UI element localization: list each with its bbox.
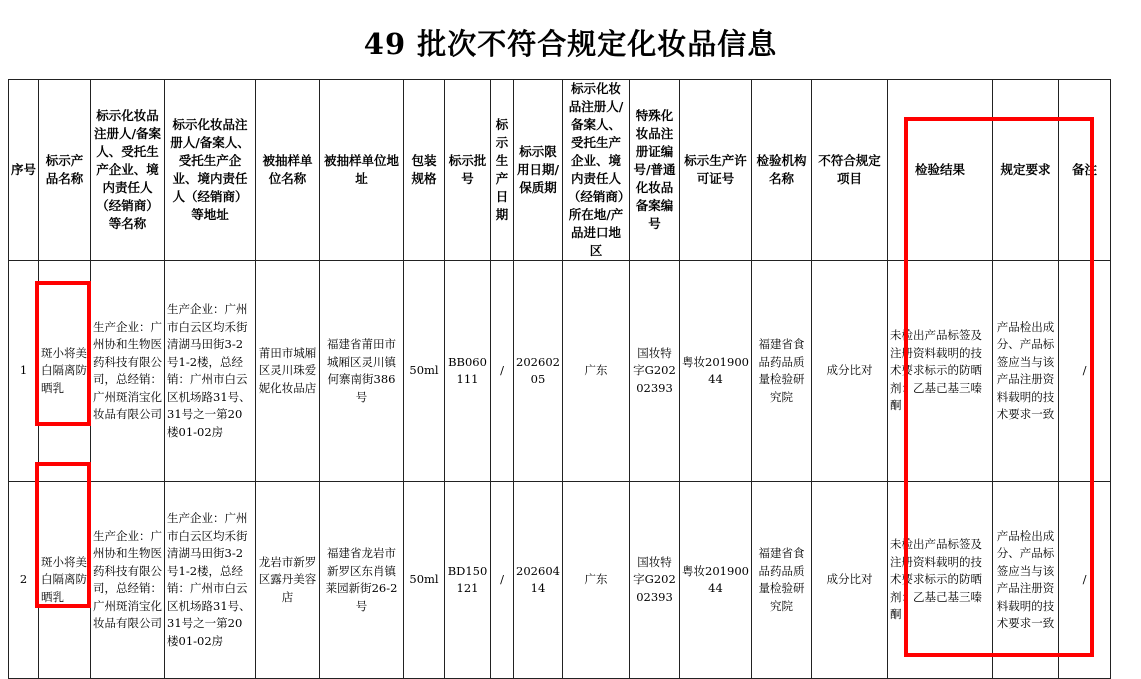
cell-expiry: 20260205 <box>514 261 563 482</box>
noncompliant-cosmetics-table <box>8 79 1111 679</box>
cell-inspector: 福建省食品药品质量检验研究院 <box>752 261 812 482</box>
cell-seq: 2 <box>9 482 39 679</box>
table-row <box>9 261 1111 482</box>
header-registrant: 标示化妆品注册人/备案人、受托生产企业、境内责任人（经销商）等名称 <box>91 80 165 261</box>
cell-sampled-address: 福建省莆田市城厢区灵川镇何寨南街386号 <box>320 261 404 482</box>
cell-remark: / <box>1059 482 1111 679</box>
cell-noncompliant-item: 成分比对 <box>812 261 888 482</box>
cell-origin: 广东 <box>563 482 630 679</box>
header-seq: 序号 <box>9 80 39 261</box>
header-sampled-address: 被抽样单位地址 <box>320 80 404 261</box>
header-expiry: 标示限用日期/保质期 <box>514 80 563 261</box>
header-noncompliant-item: 不符合规定项目 <box>812 80 888 261</box>
header-inspector: 检验机构名称 <box>752 80 812 261</box>
cell-expiry: 20260414 <box>514 482 563 679</box>
cell-product-name: 斑小将美白隔离防晒乳 <box>39 261 91 482</box>
header-batch: 标示批号 <box>445 80 491 261</box>
cell-registrant-address: 生产企业：广州市白云区均禾街清湖马田街3-2号1-2楼，总经销：广州市白云区机场路31号、31号之一第20楼01-02房 <box>165 261 256 482</box>
header-sampled-unit: 被抽样单位名称 <box>256 80 320 261</box>
cell-sampled-unit: 莆田市城厢区灵川珠爱妮化妆品店 <box>256 261 320 482</box>
cell-batch: BD150121 <box>445 482 491 679</box>
table-row <box>9 482 1111 679</box>
cell-sampled-unit: 龙岩市新罗区露丹美容店 <box>256 482 320 679</box>
cell-inspector: 福建省食品药品质量检验研究院 <box>752 482 812 679</box>
cell-spec: 50ml <box>404 482 445 679</box>
header-license: 标示生产许可证号 <box>680 80 752 261</box>
cell-registrant: 生产企业：广州协和生物医药科技有限公司，总经销：广州斑消宝化妆品有限公司 <box>91 261 165 482</box>
header-remark: 备注 <box>1059 80 1111 261</box>
header-row <box>9 80 1111 261</box>
cell-result: 未检出产品标签及注册资料载明的技术要求标示的防晒剂：乙基己基三嗪酮 <box>888 261 993 482</box>
cell-requirement: 产品检出成分、产品标签应当与该产品注册资料载明的技术要求一致 <box>993 261 1059 482</box>
header-origin: 标示化妆品注册人/备案人、受托生产企业、境内责任人（经销商）所在地/产品进口地区 <box>563 80 630 261</box>
page-title: 49 批次不符合规定化妆品信息 <box>363 27 778 61</box>
cell-sampled-address: 福建省龙岩市新罗区东肖镇莱园新街26-2号 <box>320 482 404 679</box>
cell-requirement: 产品检出成分、产品标签应当与该产品注册资料载明的技术要求一致 <box>993 482 1059 679</box>
cell-batch: BB060111 <box>445 261 491 482</box>
cell-registrant: 生产企业：广州协和生物医药科技有限公司，总经销：广州斑消宝化妆品有限公司 <box>91 482 165 679</box>
header-requirement: 规定要求 <box>993 80 1059 261</box>
header-result: 检验结果 <box>888 80 993 261</box>
header-product-name: 标示产品名称 <box>39 80 91 261</box>
cell-license: 粤妆20190044 <box>680 261 752 482</box>
cell-production-date: / <box>491 482 514 679</box>
cell-special-number: 国妆特字G20202393 <box>630 261 680 482</box>
cell-product-name: 斑小将美白隔离防晒乳 <box>39 482 91 679</box>
cell-remark: / <box>1059 261 1111 482</box>
cell-origin: 广东 <box>563 261 630 482</box>
cell-spec: 50ml <box>404 261 445 482</box>
header-registrant-address: 标示化妆品注册人/备案人、受托生产企业、境内责任人（经销商）等地址 <box>165 80 256 261</box>
cell-seq: 1 <box>9 261 39 482</box>
cell-noncompliant-item: 成分比对 <box>812 482 888 679</box>
cell-special-number: 国妆特字G20202393 <box>630 482 680 679</box>
header-special-number: 特殊化妆品注册证编号/普通化妆品备案编号 <box>630 80 680 261</box>
cell-license: 粤妆20190044 <box>680 482 752 679</box>
cell-registrant-address: 生产企业：广州市白云区均禾街清湖马田街3-2号1-2楼，总经销：广州市白云区机场路31号、31号之一第20楼01-02房 <box>165 482 256 679</box>
header-spec: 包装规格 <box>404 80 445 261</box>
header-production-date: 标示生产日期 <box>491 80 514 261</box>
cell-production-date: / <box>491 261 514 482</box>
cell-result: 未检出产品标签及注册资料载明的技术要求标示的防晒剂：乙基己基三嗪酮 <box>888 482 993 679</box>
